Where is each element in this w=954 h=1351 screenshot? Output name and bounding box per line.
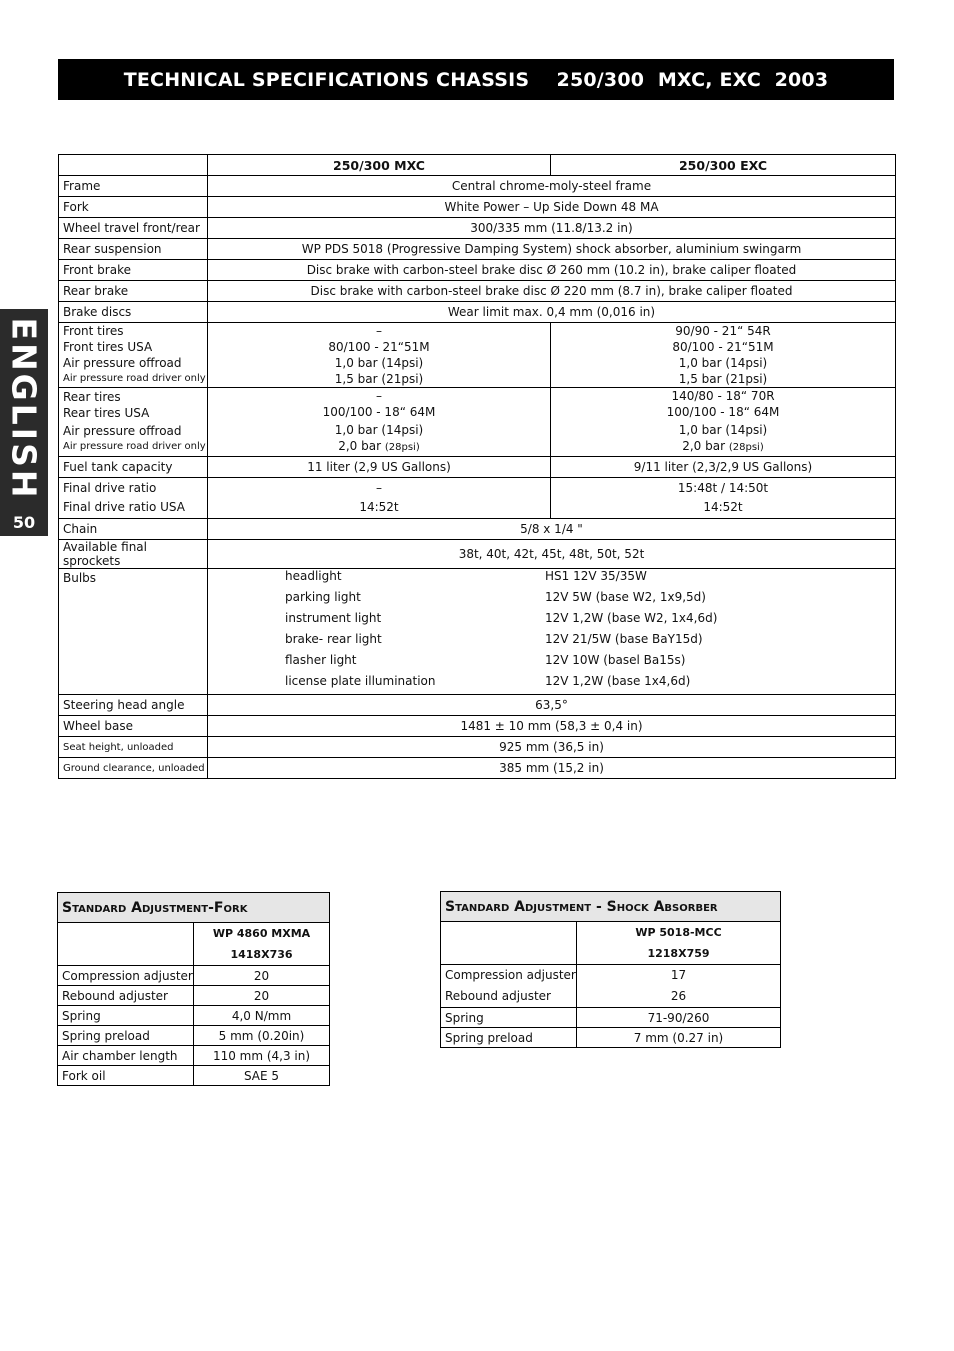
mxc-value: 11 liter (2,9 US Gallons) <box>208 457 551 478</box>
row-value: 385 mm (15,2 in) <box>208 758 896 779</box>
shock-adjustment-table <box>440 891 781 1048</box>
table-header-row <box>58 923 330 966</box>
table-row <box>59 281 896 302</box>
table-row <box>59 260 896 281</box>
row-value: Disc brake with carbon-steel brake disc Ø 220 mm (8.7 in), brake caliper floated <box>208 281 896 302</box>
row-value: 63,5° <box>208 695 896 716</box>
table-row <box>59 716 896 737</box>
table-row <box>59 176 896 197</box>
exc-value: 140/80 - 18“ 70R 100/100 - 18“ 64M 1,0 bar (14psi) 2,0 bar (28psi) <box>551 388 896 457</box>
mxc-value: – 80/100 - 21“51M 1,0 bar (14psi) 1,5 bar (21psi) <box>208 323 551 388</box>
table-row: Fork oil SAE 5 <box>58 1066 330 1086</box>
mxc-value: – 100/100 - 18“ 64M 1,0 bar (14psi) 2,0 bar (28psi) <box>208 388 551 457</box>
column-header-exc: 250/300 EXC <box>551 155 896 176</box>
table-row: Rebound adjuster 20 <box>58 986 330 1006</box>
row-label: Seat height, unloaded <box>59 737 208 758</box>
bulb-name: headlight <box>285 569 342 583</box>
table-row <box>59 302 896 323</box>
table-row <box>59 737 896 758</box>
language-label: ENGLISH <box>4 317 44 501</box>
table-row: Spring 4,0 N/mm <box>58 1006 330 1026</box>
table-row <box>59 519 896 540</box>
row-label: Frame <box>59 176 208 197</box>
bulb-name: brake- rear light <box>285 632 382 646</box>
row-label: Ground clearance, unloaded <box>59 758 208 779</box>
row-value: Wear limit max. 0,4 mm (0,016 in) <box>208 302 896 323</box>
table-row: Spring preload 5 mm (0.20in) <box>58 1026 330 1046</box>
bulb-name: instrument light <box>285 611 382 625</box>
table-row: Spring preload 7 mm (0.27 in) <box>441 1028 781 1048</box>
row-label: Chain <box>59 519 208 540</box>
table-row-front-tires <box>59 323 896 388</box>
page-title: TECHNICAL SPECIFICATIONS CHASSIS 250/300 MXC, EXC 2003 <box>58 59 894 100</box>
exc-value: 15:48t / 14:50t 14:52t <box>551 478 896 519</box>
row-label: Bulbs <box>59 569 208 695</box>
table-row <box>59 239 896 260</box>
mxc-value: – 14:52t <box>208 478 551 519</box>
bulb-name: flasher light <box>285 653 357 667</box>
row-label: Wheel travel front/rear <box>59 218 208 239</box>
bulb-name: license plate illumination <box>285 674 436 688</box>
row-value: White Power – Up Side Down 48 MA <box>208 197 896 218</box>
bulb-spec: 12V 1,2W (base 1x4,6d) <box>545 674 691 688</box>
table-row <box>59 457 896 478</box>
table-header-row <box>441 922 781 965</box>
row-label: Wheel base <box>59 716 208 737</box>
exc-value: 9/11 liter (2,3/2,9 US Gallons) <box>551 457 896 478</box>
shock-table-title: Standard Adjustment - Shock Absorber <box>441 892 781 922</box>
bulb-spec: 12V 1,2W (base W2, 1x4,6d) <box>545 611 718 625</box>
bulb-spec: 12V 10W (basel Ba15s) <box>545 653 686 667</box>
row-value: Disc brake with carbon-steel brake disc Ø 260 mm (10.2 in), brake caliper floated <box>208 260 896 281</box>
table-row <box>59 218 896 239</box>
table-row-adjusters: Compression adjuster Rebound adjuster 17 26 <box>441 965 781 1008</box>
exc-value: 90/90 - 21“ 54R 80/100 - 21“51M 1,0 bar (14psi) 1,5 bar (21psi) <box>551 323 896 388</box>
row-label: Front brake <box>59 260 208 281</box>
table-row <box>59 695 896 716</box>
row-value: 925 mm (36,5 in) <box>208 737 896 758</box>
row-label: Fuel tank capacity <box>59 457 208 478</box>
column-header-mxc: 250/300 MXC <box>208 155 551 176</box>
language-tab <box>0 309 48 536</box>
fork-adjustment-table <box>57 892 330 1086</box>
row-label: Rear brake <box>59 281 208 302</box>
bulbs-list <box>208 569 896 695</box>
row-label: Front tires Front tires USA Air pressure offroad Air pressure road driver only <box>59 323 208 388</box>
table-row-rear-tires <box>59 388 896 457</box>
chassis-spec-table <box>58 154 896 779</box>
row-value: WP PDS 5018 (Progressive Damping System) shock absorber, aluminium swingarm <box>208 239 896 260</box>
table-row-bulbs <box>59 569 896 695</box>
shock-model: WP 5018-MCC 1218X759 <box>577 922 781 965</box>
page-number: 50 <box>12 513 36 532</box>
table-row: Spring 71-90/260 <box>441 1008 781 1028</box>
row-label: Rear suspension <box>59 239 208 260</box>
row-value: Central chrome-moly-steel frame <box>208 176 896 197</box>
table-row <box>59 758 896 779</box>
row-value: 38t, 40t, 42t, 45t, 48t, 50t, 52t <box>208 540 896 569</box>
row-value: 5/8 x 1/4 " <box>208 519 896 540</box>
table-row <box>59 197 896 218</box>
row-label: Available final sprockets <box>59 540 208 569</box>
table-row: Compression adjuster 20 <box>58 966 330 986</box>
bulb-spec: 12V 5W (base W2, 1x9,5d) <box>545 590 706 604</box>
row-label: Rear tires Rear tires USA Air pressure offroad Air pressure road driver only <box>59 388 208 457</box>
table-header-row <box>59 155 896 176</box>
bulb-spec: 12V 21/5W (base BaY15d) <box>545 632 703 646</box>
row-label: Final drive ratio Final drive ratio USA <box>59 478 208 519</box>
table-row-final-drive <box>59 478 896 519</box>
row-value: 1481 ± 10 mm (58,3 ± 0,4 in) <box>208 716 896 737</box>
bulb-name: parking light <box>285 590 361 604</box>
row-label: Fork <box>59 197 208 218</box>
table-row: Air chamber length 110 mm (4,3 in) <box>58 1046 330 1066</box>
row-value: 300/335 mm (11.8/13.2 in) <box>208 218 896 239</box>
fork-table-title: Standard Adjustment-Fork <box>58 893 330 923</box>
table-row <box>59 540 896 569</box>
row-label: Brake discs <box>59 302 208 323</box>
row-label: Steering head angle <box>59 695 208 716</box>
bulb-spec: HS1 12V 35/35W <box>545 569 647 583</box>
fork-model: WP 4860 MXMA 1418X736 <box>194 923 330 966</box>
